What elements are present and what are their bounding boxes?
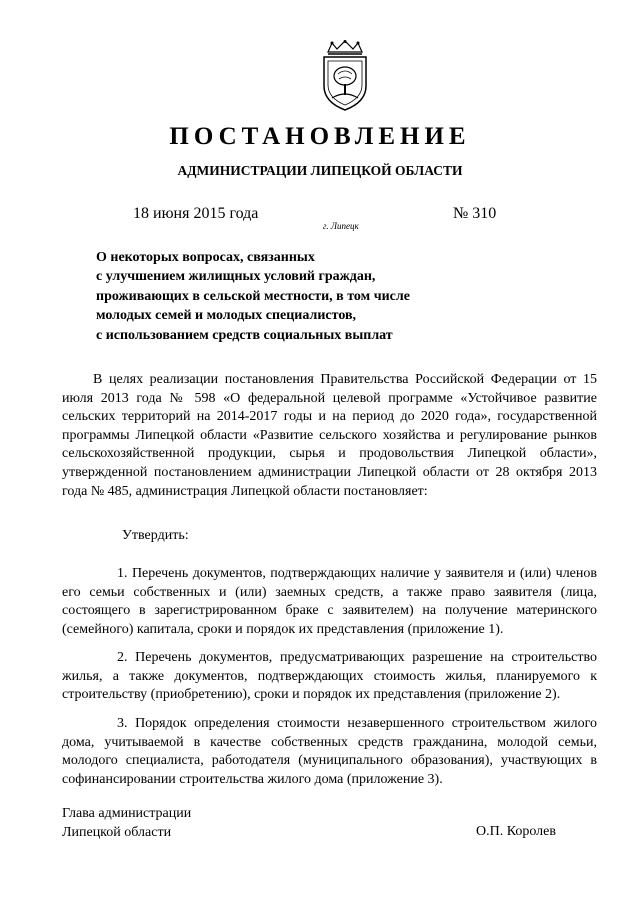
item-paragraph-2: 2. Перечень документов, предусматривающих разрешение на строительство жилья, а также документов, подтверждающих стоимость жилья, планируемого к строительству (приобретению), сроки и порядок их представления (приложение 2).	[62, 650, 597, 703]
heading-line: О некоторых вопросах, связанных	[96, 250, 315, 265]
document-heading	[96, 248, 496, 345]
preamble-paragraph: В целях реализации постановления Правительства Российской Федерации от 15 июля 2013 года № 598 «О федеральной целевой программе «Устойчивое развитие сельских территорий на 2014-2017 годы и на период до 2020 года», государственной программы Липецкой области «Развитие сельского хозяйства и регулирование рынков сельскохозяйственной продукции, сырья и продовольствия Липецкой области», утвержденной постановлением администрации Липецкой области от 28 октября 2013 года № 485, администрация Липецкой области постановляет:	[62, 372, 597, 499]
signatory-position-line: Глава администрации	[62, 806, 192, 821]
signatory-position-line: Липецкой области	[62, 824, 172, 840]
document-title: ПОСТАНОВЛЕНИЕ	[169, 123, 471, 150]
signatory-position	[62, 805, 191, 842]
coat-of-arms-icon	[314, 40, 376, 112]
heading-line: проживающих в сельской местности, в том числе	[96, 288, 410, 304]
approve-label: Утвердить:	[122, 528, 189, 543]
document-city: г. Липецк	[323, 221, 359, 231]
signatory-name: О.П. Королев	[476, 824, 556, 839]
item-paragraph-1: 1. Перечень документов, подтверждающих наличие у заявителя и (или) членов его семьи собственных и (или) заемных средств, а также право заявителя (лица, состоящего в зарегистрированном браке с заявителем) на получение материнского (семейного) капитала, сроки и порядок их представления (приложение 1).	[62, 566, 597, 637]
document-date: 18 июня 2015 года	[133, 205, 259, 222]
document-subtitle: АДМИНИСТРАЦИИ ЛИПЕЦКОЙ ОБЛАСТИ	[177, 163, 463, 178]
document-number: № 310	[453, 205, 497, 222]
heading-line: с улучшением жилищных условий граждан,	[96, 269, 376, 285]
heading-line: с использованием средств социальных выплат	[96, 327, 393, 343]
heading-line: молодых семей и молодых специалистов,	[96, 308, 357, 324]
item-paragraph-3: 3. Порядок определения стоимости незавершенного строительством жилого дома, учитываемой в качестве собственных средств гражданина, молодой семьи, молодого специалиста, работодателя (муниципального образования), участвующих в софинансировании строительства жилого дома (приложение 3).	[62, 716, 597, 787]
